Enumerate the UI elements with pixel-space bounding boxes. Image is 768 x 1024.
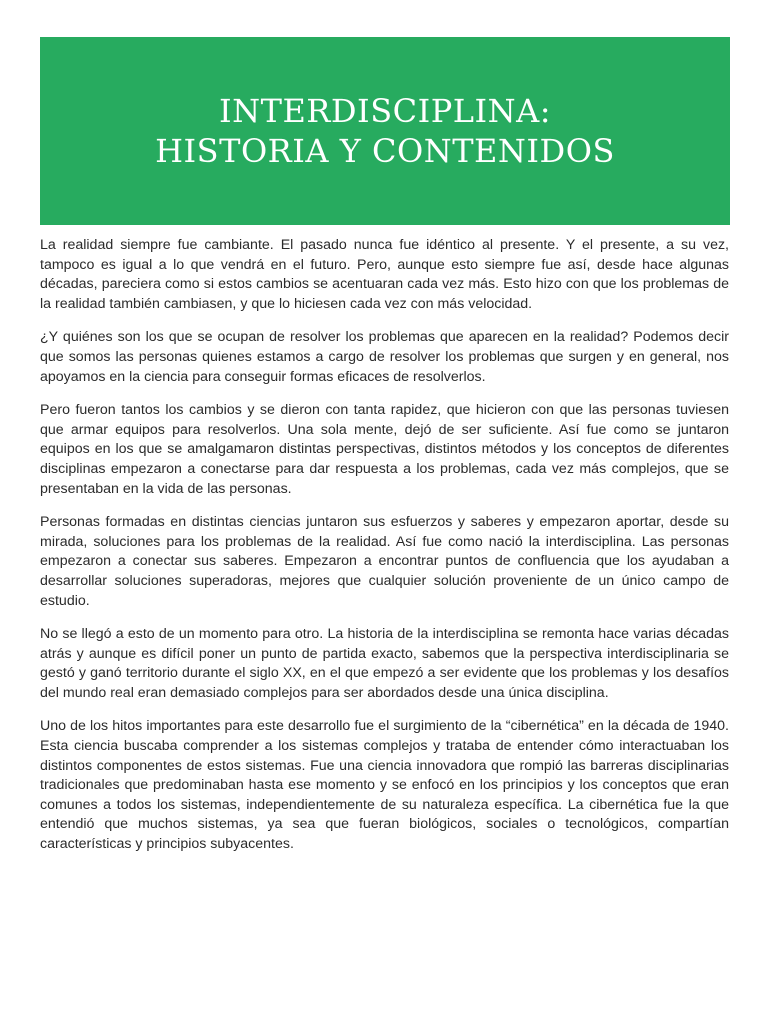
paragraph-4: Personas formadas en distintas ciencias juntaron sus esfuerzos y saberes y empezaron aportar, desde su mirada, soluciones para los problemas de la realidad. Así fue como nació la interdisciplina. Las personas empezaron a conectar sus saberes. Empezaron a encontrar puntos de confluencia que los ayudaban a desarrollar soluciones superadoras, mejores que cualquier solución proveniente de un único campo de estudio. — [40, 514, 729, 609]
body-text — [40, 236, 729, 869]
paragraph-6: Uno de los hitos importantes para este desarrollo fue el surgimiento de la “cibernética” en la década de 1940. Esta ciencia buscaba comprender a los sistemas complejos y trataba de entender cómo interactuaban los distintos componentes de estos sistemas. Fue una ciencia innovadora que rompió las barreras disciplinarias tradicionales que predominaban hasta ese momento y se enfocó en los principios y los conceptos que eran comunes a todos los sistemas, independientemente de su naturaleza específica. La cibernética fue la que entendió que muchos sistemas, ya sea que fueran biológicos, sociales o tecnológicos, compartían características y principios subyacentes. — [40, 718, 729, 853]
paragraph-1: La realidad siempre fue cambiante. El pasado nunca fue idéntico al presente. Y el presente, a su vez, tampoco es igual a lo que vendrá en el futuro. Pero, aunque esto siempre fue así, desde hace algunas décadas, pareciera como si estos cambios se acentuaran cada vez más. Esto hizo con que los problemas de la realidad también cambiasen, y que lo hiciesen cada vez con más velocidad. — [40, 237, 729, 312]
paragraph-2: ¿Y quiénes son los que se ocupan de resolver los problemas que aparecen en la realidad? Podemos decir que somos las personas quienes estamos a cargo de resolver los problemas que surgen y en general, nos apoyamos en la ciencia para conseguir formas eficaces de resolverlos. — [40, 329, 729, 385]
paragraph-3: Pero fueron tantos los cambios y se dieron con tanta rapidez, que hicieron con que las personas tuviesen que armar equipos para resolverlos. Una sola mente, dejó de ser suficiente. Así fue como se juntaron equipos en los que se amalgamaron distintas perspectivas, distintos métodos y los conceptos de diferentes disciplinas empezaron a conectarse para dar respuesta a los problemas, cada vez más complejos, que se presentaban en la vida de las personas. — [40, 402, 729, 497]
title-line-2: HISTORIA Y CONTENIDOS — [155, 132, 615, 170]
title-line-1: INTERDISCIPLINA: — [218, 92, 552, 130]
paragraph-5: No se llegó a esto de un momento para otro. La historia de la interdisciplina se remonta hace varias décadas atrás y aunque es difícil poner un punto de partida exacto, sabemos que la perspectiva interdisciplinaria se gestó y ganó territorio durante el siglo XX, en el que empezó a ser evidente que los problemas y los desafíos del mundo real eran demasiado complejos para ser abordados desde una única disciplina. — [40, 626, 729, 701]
title-banner — [40, 37, 730, 225]
